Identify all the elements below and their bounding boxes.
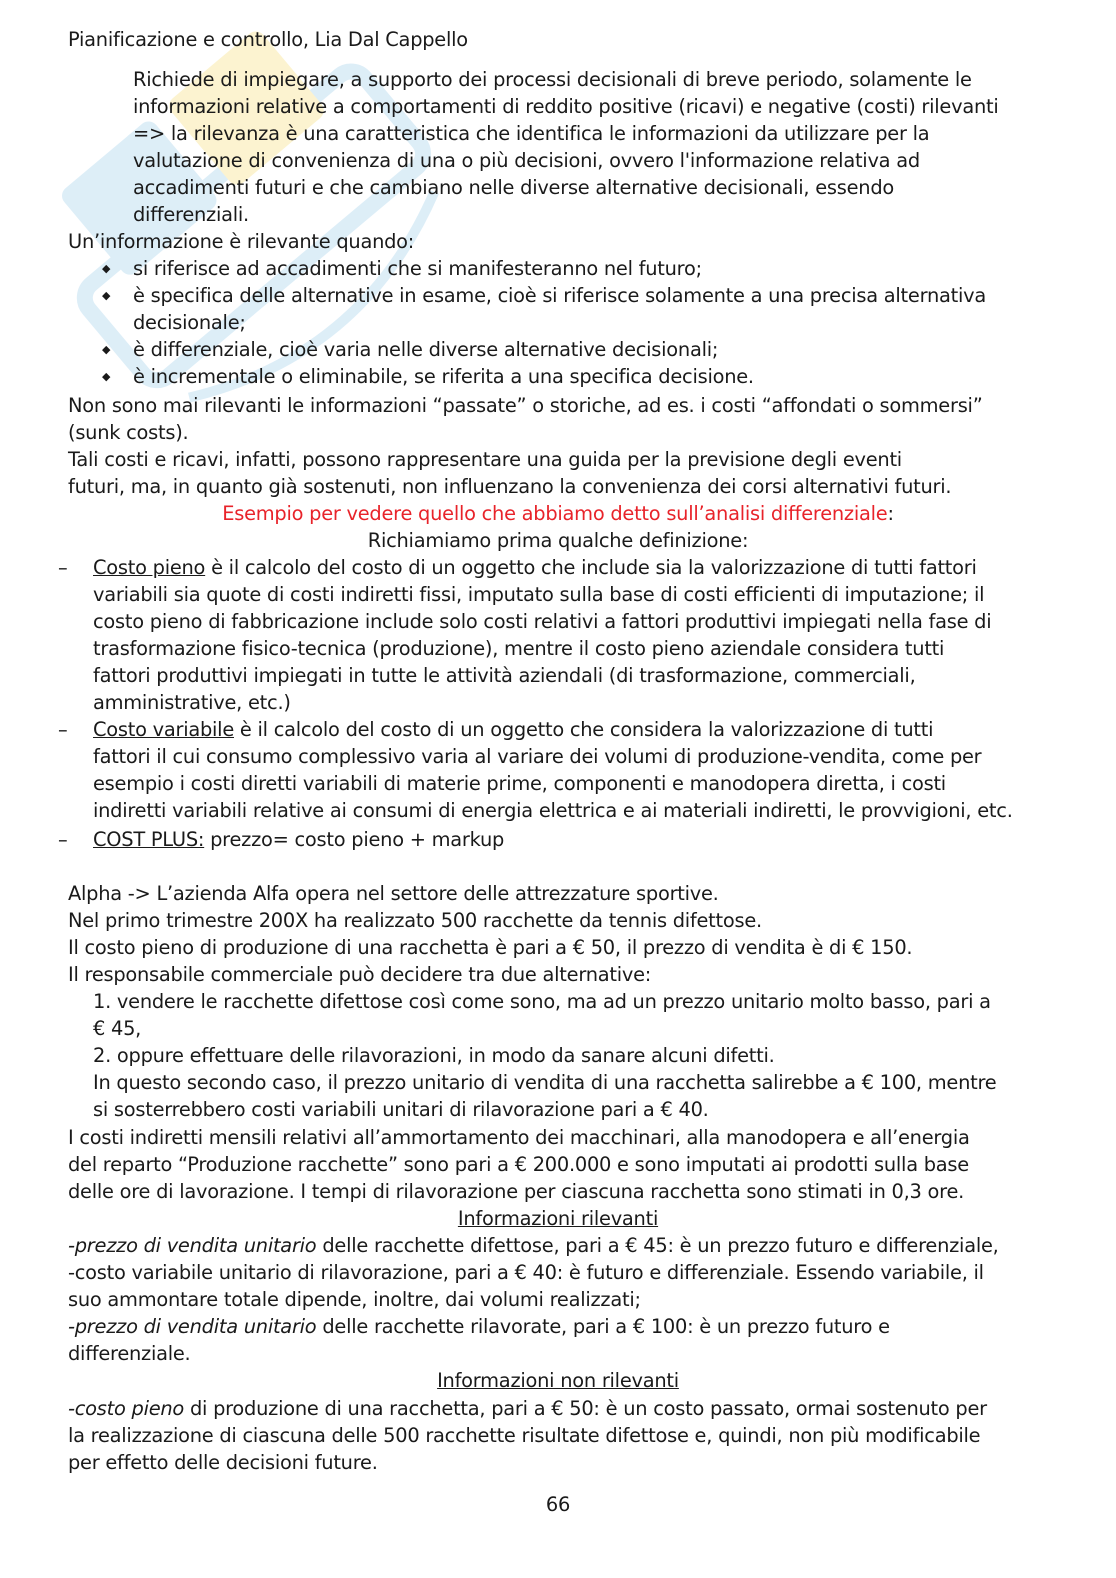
alternative-line: € 45, <box>93 1017 142 1040</box>
page-header: Pianificazione e controllo, Lia Dal Cappello <box>68 28 468 51</box>
diamond-bullet-icon: ◆ <box>102 289 111 302</box>
nonrelevant-item: per effetto delle decisioni future. <box>68 1451 378 1474</box>
bullet-item: è specifica delle alternative in esame, cioè si riferisce solamente a una precisa alternativa <box>133 284 986 307</box>
definition-line: amministrative, etc.) <box>93 691 291 714</box>
alternative-line: 1. vendere le racchette difettose così come sono, ma ad un prezzo unitario molto basso, pari a <box>93 990 991 1013</box>
bullet-item-continued: decisionale; <box>133 311 246 334</box>
intro-line: Richiede di impiegare, a supporto dei processi decisionali di breve periodo, solamente le <box>133 68 972 91</box>
definition-line: fattori produttivi impiegati in tutte le attività aziendali (di trasformazione, commerciali, <box>93 664 916 687</box>
diamond-bullet-icon: ◆ <box>102 370 111 383</box>
alternative-line: 2. oppure effettuare delle rilavorazioni, in modo da sanare alcuni difetti. <box>93 1044 775 1067</box>
intro-line: accadimenti futuri e che cambiano nelle diverse alternative decisionali, essendo <box>133 176 895 199</box>
full-cost-term: Costo pieno <box>93 556 206 579</box>
dash-bullet: – <box>58 718 68 741</box>
intro-line: => la rilevanza è una caratteristica che identifica le informazioni da utilizzare per la <box>133 122 930 145</box>
definition-line: trasformazione fisico-tecnica (produzione), mentre il costo pieno aziendale considera tutti <box>93 637 945 660</box>
definition-line: fattori il cui consumo complessivo varia al variare dei volumi di produzione-vendita, come per <box>93 745 982 768</box>
case-line: Il responsabile commerciale può decidere tra due alternative: <box>68 963 652 986</box>
relevant-item: -prezzo di vendita unitario delle racchette difettose, pari a € 45: è un prezzo futuro e differenziale, <box>68 1234 999 1257</box>
relevant-item: -costo variabile unitario di rilavorazione, pari a € 40: è futuro e differenziale. Essendo variabile, il <box>68 1261 984 1284</box>
definition-full-cost: Costo pieno è il calcolo del costo di un oggetto che include sia la valorizzazione di tutti fattori <box>93 556 977 579</box>
definition-cost-plus: COST PLUS: prezzo= costo pieno + markup <box>93 828 505 851</box>
definition-line: variabili sia quote di costi indiretti fissi, imputato sulla base di costi efficienti di imputazione; il <box>93 583 985 606</box>
case-line: Alpha -> L’azienda Alfa opera nel settore delle attrezzature sportive. <box>68 882 719 905</box>
cost-plus-term: COST PLUS: <box>93 828 205 851</box>
relevant-heading: Informazioni rilevanti <box>457 1207 659 1230</box>
nonrelevant-heading: Informazioni non rilevanti <box>437 1369 679 1392</box>
definition-variable-cost: Costo variabile è il calcolo del costo di un oggetto che considera la valorizzazione di tutti <box>93 718 934 741</box>
indirect-cost-line: I costi indiretti mensili relativi all’ammortamento dei macchinari, alla manodopera e all’energia <box>68 1126 970 1149</box>
definition-line: costo pieno di fabbricazione include solo costi relativi a fattori produttivi impiegati nella fase di <box>93 610 992 633</box>
definitions-heading: Richiamiamo prima qualche definizione: <box>367 529 749 552</box>
definition-line: indiretti variabili relative ai consumi di energia elettrica e ai materiali indiretti, le provvigioni, etc. <box>93 799 1013 822</box>
indirect-cost-line: delle ore di lavorazione. I tempi di rilavorazione per ciascuna racchetta sono stimati in 0,3 ore. <box>68 1180 965 1203</box>
dash-bullet: – <box>58 556 68 579</box>
bullet-item: è differenziale, cioè varia nelle diverse alternative decisionali; <box>133 338 719 361</box>
paragraph-line: Tali costi e ricavi, infatti, possono rappresentare una guida per la previsione degli eventi <box>68 448 902 471</box>
paragraph-line: Non sono mai rilevanti le informazioni “passate” o storiche, ad es. i costi “affondati o sommersi” <box>68 394 983 417</box>
nonrelevant-item: -costo pieno di produzione di una racchetta, pari a € 50: è un costo passato, ormai sostenuto per <box>68 1397 987 1420</box>
paragraph-line: (sunk costs). <box>68 421 189 444</box>
relevant-item: suo ammontare totale dipende, inoltre, dai volumi realizzati; <box>68 1288 641 1311</box>
bullet-item: è incrementale o eliminabile, se riferita a una specifica decisione. <box>133 365 754 388</box>
indirect-cost-line: del reparto “Produzione racchette” sono pari a € 200.000 e sono imputati ai prodotti sulla base <box>68 1153 969 1176</box>
alternative-line: si sosterrebbero costi variabili unitari di rilavorazione pari a € 40. <box>93 1098 709 1121</box>
relevant-item: differenziale. <box>68 1342 191 1365</box>
definition-line: esempio i costi diretti variabili di materie prime, componenti e manodopera diretta, i costi <box>93 772 946 795</box>
intro-line: valutazione di convenienza di una o più decisioni, ovvero l'informazione relativa ad <box>133 149 920 172</box>
intro-line: informazioni relative a comportamenti di reddito positive (ricavi) e negative (costi) rilevanti <box>133 95 999 118</box>
intro-line: differenziali. <box>133 203 249 226</box>
relevant-item: -prezzo di vendita unitario delle racchette rilavorate, pari a € 100: è un prezzo futuro e <box>68 1315 890 1338</box>
paragraph-line: futuri, ma, in quanto già sostenuti, non influenzano la convenienza dei corsi alternativi futuri. <box>68 475 952 498</box>
bullet-item: si riferisce ad accadimenti che si manifesteranno nel futuro; <box>133 257 702 280</box>
alternative-line: In questo secondo caso, il prezzo unitario di vendita di una racchetta salirebbe a € 100, mentre <box>93 1071 997 1094</box>
page-number: 66 <box>545 1493 571 1516</box>
diamond-bullet-icon: ◆ <box>102 262 111 275</box>
nonrelevant-item: la realizzazione di ciascuna delle 500 racchette risultate difettose e, quindi, non più modificabile <box>68 1424 981 1447</box>
relevance-intro: Un’informazione è rilevante quando: <box>68 230 415 253</box>
case-line: Nel primo trimestre 200X ha realizzato 500 racchette da tennis difettose. <box>68 909 762 932</box>
variable-cost-term: Costo variabile <box>93 718 234 741</box>
dash-bullet: – <box>58 828 68 851</box>
example-heading: Esempio per vedere quello che abbiamo detto sull’analisi differenziale: <box>222 502 894 525</box>
case-line: Il costo pieno di produzione di una racchetta è pari a € 50, il prezzo di vendita è di € 150. <box>68 936 913 959</box>
diamond-bullet-icon: ◆ <box>102 343 111 356</box>
